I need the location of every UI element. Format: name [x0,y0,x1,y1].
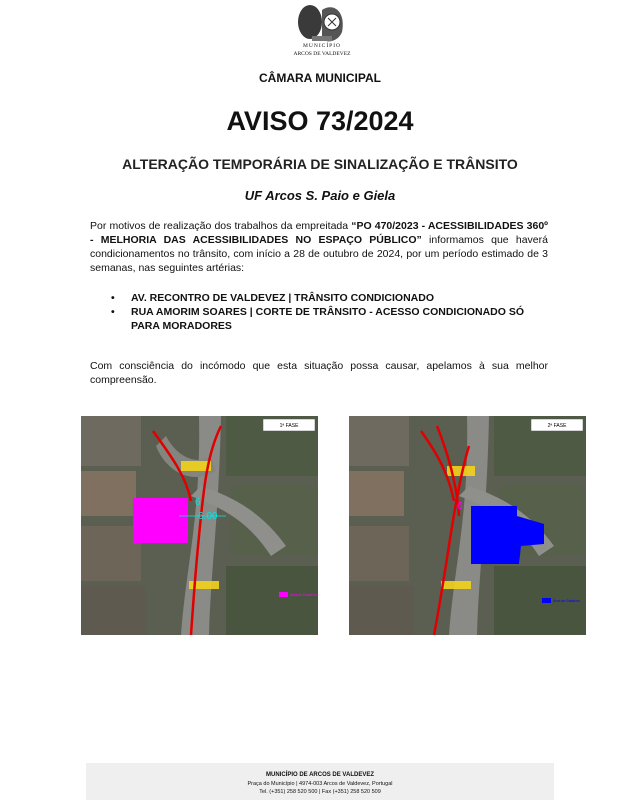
map-phase-1 [81,416,318,635]
organization-name: CÂMARA MUNICIPAL [259,71,381,85]
footer-municipality-name: MUNICÍPIO DE ARCOS DE VALDEVEZ [265,772,374,778]
map-phase-2 [349,416,586,635]
list-item [105,291,550,305]
bullet-icon: • [111,292,115,304]
project-name: “PO 470/2023 - ACESSIBILIDADES 360º - MELHORIA DAS ACESSIBILIDADES NO ESPAÇO PÚBLICO” [90,220,548,246]
construction-zone-area [133,498,188,543]
phase-label: 1ª FASE [279,423,299,429]
list-item [105,305,550,333]
legend-label: Área de Estaleiro [553,599,580,603]
footer-contacts: Tel. (+351) 258 520 500 | Fax (+351) 258 520 509 [259,789,381,795]
closing-paragraph: Com consciência do incómodo que esta situação possa causar, apelamos à sua melhor compreensão. [90,360,548,386]
measurement-label-2: 6.00 [198,511,218,522]
list-item-text: AV. RECONTRO DE VALDEVEZ | TRÂNSITO CONDICIONADO [131,292,434,304]
logo-text-name: ARCOS DE VALDEVEZ [293,51,351,57]
notice-locality: UF Arcos S. Paio e Giela [244,188,396,203]
affected-streets-list [105,291,550,333]
bullet-icon: • [111,306,115,318]
intro-text-start: Por motivos de realização dos trabalhos da empreitada [90,220,352,232]
notice-subtitle: ALTERAÇÃO TEMPORÁRIA DE SINALIZAÇÃO E TRÂNSITO [122,156,518,172]
phase-label: 2ª FASE [547,423,567,429]
list-item-text: RUA AMORIM SOARES | CORTE DE TRÂNSITO - ACESSO CONDICIONADO SÓ PARA MORADORES [131,306,525,332]
legend-label: Área de Estaleiro [290,593,317,597]
measurement-label-1: 6 [457,501,463,512]
footer-address: Praça do Município | 4974-003 Arcos de Valdevez, Portugal [247,781,393,787]
notice-title: AVISO 73/2024 [226,106,414,136]
page-footer [86,763,554,800]
logo-text-municipio: MUNICÍPIO [302,43,342,49]
measurement-label-1: 6 [195,497,201,508]
intro-text-end: informamos que haverá condicionamentos no trânsito, com início a 28 de outubro de 2024, por um período estimado de 3 semanas, nas seguintes artérias: [90,234,548,274]
intro-paragraph [90,219,548,275]
